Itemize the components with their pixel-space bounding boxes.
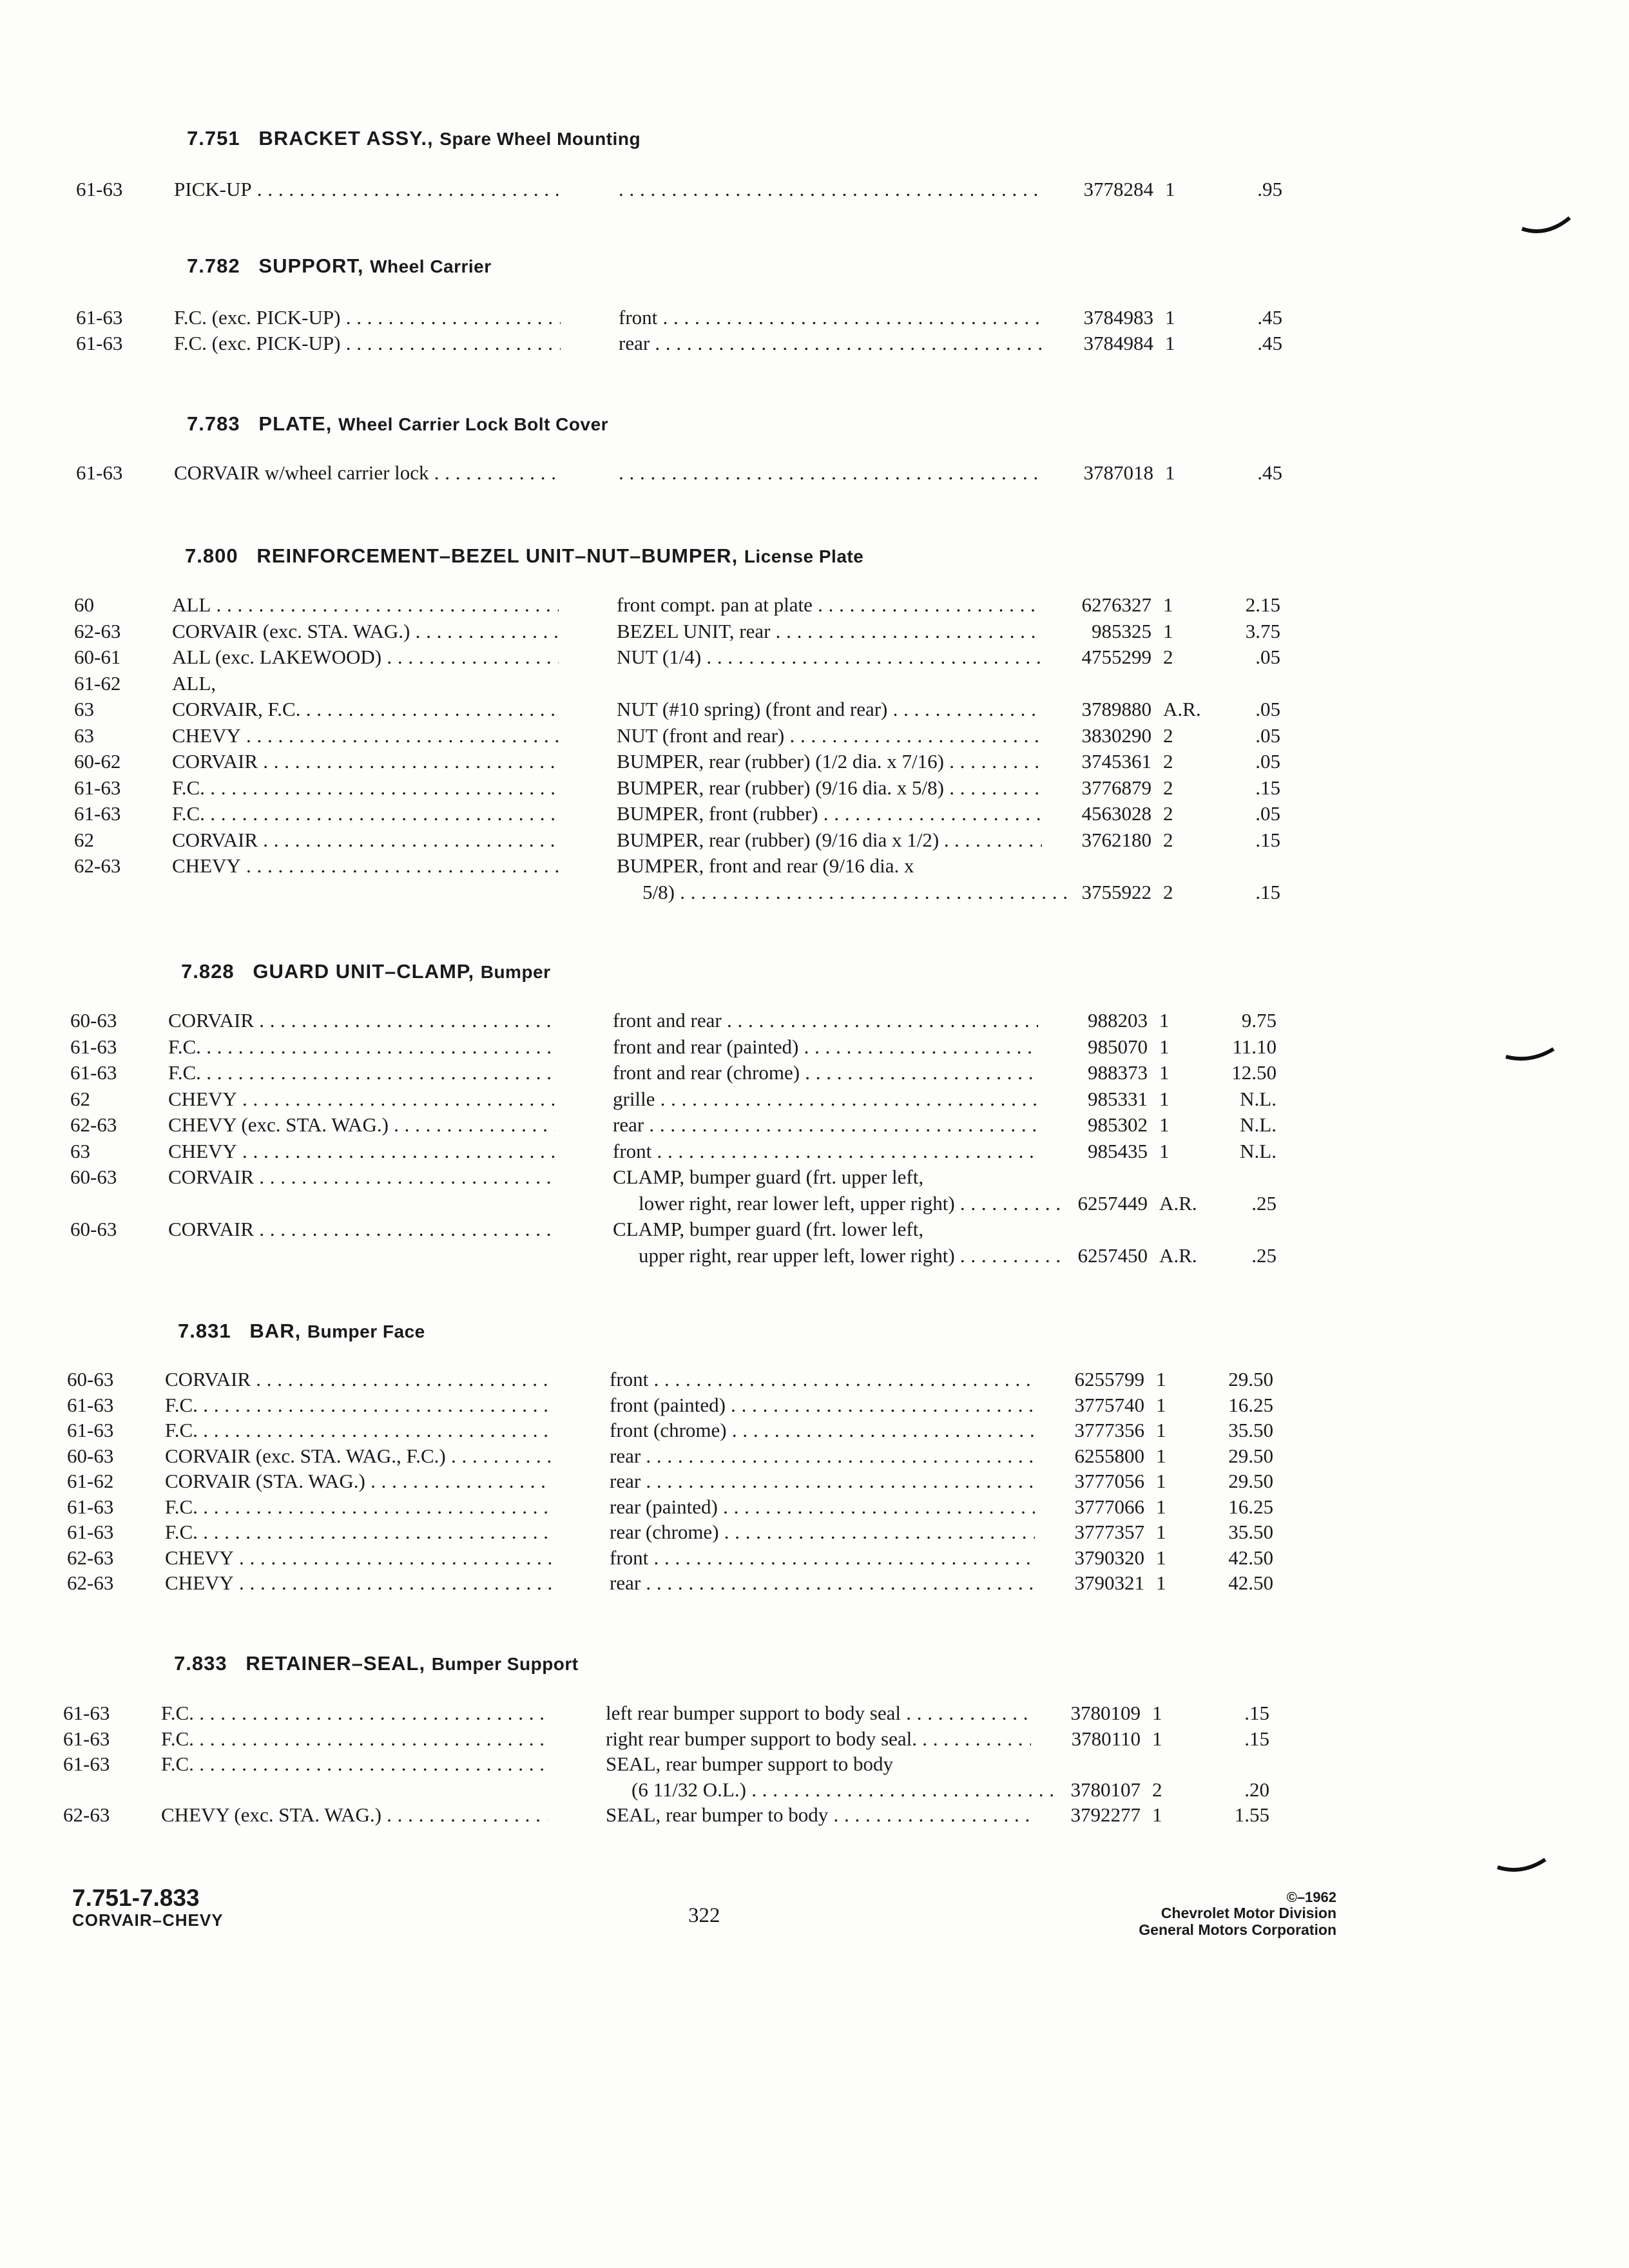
row-model: F.C. . . . bbox=[172, 802, 559, 826]
row-part-number: 4563028 bbox=[1081, 802, 1152, 825]
row-price: 29.50 bbox=[1228, 1368, 1273, 1390]
row-description: front compt. pan at plate . . . bbox=[617, 593, 1042, 617]
row-years: 62-63 bbox=[67, 1571, 114, 1594]
row-years: 63 bbox=[74, 698, 94, 720]
row-price: .15 bbox=[1255, 776, 1280, 799]
row-price: 3.75 bbox=[1245, 620, 1280, 642]
row-years: 62-63 bbox=[74, 620, 121, 642]
row-years: 60-63 bbox=[67, 1445, 114, 1467]
section-subtitle: Bumper Face bbox=[307, 1321, 425, 1341]
row-description: rear . . . bbox=[610, 1444, 1035, 1468]
row-price: N.L. bbox=[1240, 1113, 1277, 1136]
row-quantity: 2 bbox=[1163, 750, 1173, 773]
row-price: 16.25 bbox=[1228, 1394, 1273, 1416]
row-quantity: 1 bbox=[1156, 1495, 1166, 1518]
row-description: BUMPER, front and rear (9/16 dia. x bbox=[617, 854, 914, 877]
row-years: 63 bbox=[74, 724, 94, 747]
row-description: front (chrome) . . . bbox=[610, 1418, 1035, 1443]
section-subtitle: Spare Wheel Mounting bbox=[439, 129, 641, 149]
section-title: REINFORCEMENT–BEZEL UNIT–NUT–BUMPER, bbox=[256, 544, 738, 567]
row-model: F.C. (exc. PICK-UP) . . . bbox=[174, 331, 561, 356]
row-description: left rear bumper support to body seal . . . bbox=[606, 1701, 1031, 1725]
row-price: 42.50 bbox=[1228, 1546, 1273, 1569]
row-quantity: A.R. bbox=[1159, 1244, 1197, 1267]
row-model: CHEVY (exc. STA. WAG.) . . . bbox=[161, 1803, 548, 1827]
row-price: .05 bbox=[1255, 724, 1280, 747]
row-price: .05 bbox=[1255, 802, 1280, 825]
row-part-number: 985325 bbox=[1092, 620, 1152, 642]
row-quantity: 1 bbox=[1152, 1702, 1162, 1724]
row-price: .45 bbox=[1257, 332, 1282, 354]
row-model: F.C. . . . bbox=[161, 1727, 548, 1751]
row-quantity: 2 bbox=[1163, 724, 1173, 747]
row-price: 16.25 bbox=[1228, 1495, 1273, 1518]
row-model: CHEVY . . . bbox=[165, 1546, 552, 1570]
row-quantity: 1 bbox=[1165, 461, 1175, 484]
row-quantity: A.R. bbox=[1159, 1192, 1197, 1215]
row-price: .15 bbox=[1244, 1727, 1269, 1750]
row-model: ALL (exc. LAKEWOOD) . . . bbox=[172, 645, 559, 669]
row-part-number: 3777357 bbox=[1074, 1521, 1144, 1543]
row-years: 60-63 bbox=[67, 1368, 114, 1390]
row-part-number: 6257449 bbox=[1077, 1192, 1148, 1215]
row-part-number: 3775740 bbox=[1074, 1394, 1144, 1416]
row-price: 2.15 bbox=[1245, 593, 1280, 616]
row-model: CORVAIR . . . bbox=[165, 1367, 552, 1392]
row-model: CORVAIR . . . bbox=[168, 1217, 555, 1242]
row-part-number: 6276327 bbox=[1081, 593, 1152, 616]
row-years: 61-63 bbox=[76, 178, 123, 200]
row-description: SEAL, rear bumper to body . . . bbox=[606, 1803, 1031, 1827]
row-price: .05 bbox=[1255, 698, 1280, 720]
row-price: N.L. bbox=[1240, 1140, 1277, 1162]
row-years: 60-63 bbox=[70, 1218, 117, 1240]
row-quantity: 1 bbox=[1159, 1113, 1170, 1136]
row-quantity: 2 bbox=[1163, 881, 1173, 903]
row-years: 61-63 bbox=[74, 776, 121, 799]
row-description: front . . . bbox=[610, 1546, 1035, 1570]
row-model: F.C. . . . bbox=[161, 1701, 548, 1725]
row-description: NUT (1/4) . . . bbox=[617, 645, 1042, 669]
row-part-number: 3780109 bbox=[1070, 1702, 1141, 1724]
row-quantity: 2 bbox=[1152, 1778, 1162, 1801]
row-quantity: 1 bbox=[1159, 1009, 1170, 1032]
row-part-number: 985331 bbox=[1088, 1088, 1148, 1110]
row-years: 61-63 bbox=[74, 802, 121, 825]
row-description: lower right, rear lower left, upper right) . . . bbox=[639, 1191, 1064, 1216]
row-part-number: 6255800 bbox=[1074, 1445, 1144, 1467]
row-years: 61-63 bbox=[67, 1394, 114, 1416]
row-quantity: 1 bbox=[1159, 1061, 1170, 1084]
row-part-number: 3777066 bbox=[1074, 1495, 1144, 1518]
row-years: 61-63 bbox=[76, 332, 123, 354]
row-quantity: 1 bbox=[1156, 1445, 1166, 1467]
row-part-number: 985435 bbox=[1088, 1140, 1148, 1162]
section-title: BRACKET ASSY., bbox=[258, 127, 434, 149]
row-price: .25 bbox=[1251, 1244, 1277, 1267]
row-part-number: 3830290 bbox=[1081, 724, 1152, 747]
section-subtitle: Wheel Carrier Lock Bolt Cover bbox=[338, 414, 609, 434]
row-price: .15 bbox=[1244, 1702, 1269, 1724]
section-number: 7.783 bbox=[187, 412, 240, 435]
row-price: 9.75 bbox=[1241, 1009, 1277, 1032]
row-quantity: 2 bbox=[1163, 776, 1173, 799]
row-model: CHEVY . . . bbox=[165, 1571, 552, 1595]
row-price: 29.50 bbox=[1228, 1445, 1273, 1467]
row-part-number: 3745361 bbox=[1081, 750, 1152, 773]
row-years: 61-63 bbox=[67, 1495, 114, 1518]
row-part-number: 3777056 bbox=[1074, 1470, 1144, 1492]
row-description: front (painted) . . . bbox=[610, 1393, 1035, 1418]
row-model: CORVAIR . . . bbox=[168, 1165, 555, 1189]
row-quantity: 1 bbox=[1159, 1035, 1170, 1058]
row-price: .15 bbox=[1255, 881, 1280, 903]
section-number: 7.828 bbox=[181, 960, 235, 983]
row-part-number: 3780107 bbox=[1070, 1778, 1141, 1801]
row-description: front . . . bbox=[613, 1139, 1038, 1164]
row-model: CHEVY . . . bbox=[172, 854, 559, 878]
row-description: rear . . . bbox=[619, 331, 1044, 356]
row-model: F.C. . . . bbox=[165, 1520, 552, 1544]
row-model: F.C. . . . bbox=[165, 1393, 552, 1418]
row-description: rear . . . bbox=[613, 1113, 1038, 1137]
row-model: ALL, bbox=[172, 672, 217, 695]
row-quantity: 1 bbox=[1163, 593, 1173, 616]
row-part-number: 3790320 bbox=[1074, 1546, 1144, 1569]
row-description: 5/8) . . . bbox=[642, 880, 1068, 905]
punch-mark-bottom bbox=[1496, 1854, 1548, 1880]
row-part-number: 3784983 bbox=[1083, 306, 1153, 329]
row-model: CHEVY . . . bbox=[168, 1087, 555, 1111]
row-model: F.C. . . . bbox=[165, 1418, 552, 1443]
row-model: CORVAIR w/wheel carrier lock . . . bbox=[174, 461, 561, 485]
row-description: BUMPER, rear (rubber) (9/16 dia. x 5/8) . . . bbox=[617, 776, 1042, 800]
row-price: .95 bbox=[1257, 178, 1282, 200]
row-years: 62-63 bbox=[70, 1113, 117, 1136]
footer-line: CORVAIR–CHEVY bbox=[72, 1910, 224, 1930]
row-years: 60-63 bbox=[70, 1009, 117, 1032]
row-years: 63 bbox=[70, 1140, 90, 1162]
row-model: CHEVY . . . bbox=[168, 1139, 555, 1164]
row-part-number: 988203 bbox=[1088, 1009, 1148, 1032]
row-years: 61-63 bbox=[67, 1419, 114, 1441]
section-number: 7.833 bbox=[174, 1652, 227, 1675]
footer-copyright: ©–1962 bbox=[1286, 1889, 1336, 1905]
row-description: BUMPER, front (rubber) . . . bbox=[617, 802, 1042, 826]
row-price: 29.50 bbox=[1228, 1470, 1273, 1492]
row-quantity: 1 bbox=[1163, 620, 1173, 642]
row-years: 62 bbox=[70, 1088, 90, 1110]
row-model: F.C. . . . bbox=[168, 1035, 555, 1059]
row-price: N.L. bbox=[1240, 1088, 1277, 1110]
row-quantity: A.R. bbox=[1163, 698, 1201, 720]
row-part-number: 3789880 bbox=[1081, 698, 1152, 720]
row-years: 61-63 bbox=[76, 461, 123, 484]
row-quantity: 1 bbox=[1156, 1521, 1166, 1543]
row-description: rear . . . bbox=[610, 1571, 1035, 1595]
section-title: PLATE, bbox=[258, 412, 333, 435]
row-quantity: 1 bbox=[1165, 178, 1175, 200]
row-part-number: 3777356 bbox=[1074, 1419, 1144, 1441]
row-price: .20 bbox=[1244, 1778, 1269, 1801]
section-subtitle: Wheel Carrier bbox=[370, 256, 492, 276]
row-leader-dots bbox=[619, 177, 1044, 202]
row-years: 61-63 bbox=[63, 1727, 110, 1750]
row-price: .45 bbox=[1257, 306, 1282, 329]
section-number: 7.751 bbox=[187, 127, 240, 149]
row-years: 60-63 bbox=[70, 1166, 117, 1188]
row-quantity: 1 bbox=[1156, 1419, 1166, 1441]
row-description: CLAMP, bumper guard (frt. lower left, bbox=[613, 1218, 924, 1240]
row-quantity: 1 bbox=[1152, 1803, 1162, 1826]
row-description: NUT (front and rear) . . . bbox=[617, 724, 1042, 748]
row-quantity: 1 bbox=[1156, 1470, 1166, 1492]
section-header bbox=[181, 960, 551, 983]
row-price: .25 bbox=[1251, 1192, 1277, 1215]
section-title: GUARD UNIT–CLAMP, bbox=[253, 960, 475, 983]
row-price: 42.50 bbox=[1228, 1571, 1273, 1594]
footer-corporation: General Motors Corporation bbox=[1139, 1921, 1336, 1938]
row-years: 61-63 bbox=[63, 1753, 110, 1775]
section-header bbox=[187, 255, 492, 278]
row-part-number: 3787018 bbox=[1083, 461, 1153, 484]
row-description: SEAL, rear bumper support to body bbox=[606, 1753, 893, 1775]
row-quantity: 2 bbox=[1163, 829, 1173, 851]
row-price: .45 bbox=[1257, 461, 1282, 484]
row-price: .05 bbox=[1255, 750, 1280, 773]
row-years: 62-63 bbox=[67, 1546, 114, 1569]
row-quantity: 1 bbox=[1165, 306, 1175, 329]
row-model: CHEVY . . . bbox=[172, 724, 559, 748]
row-years: 62 bbox=[74, 829, 94, 851]
row-description: upper right, rear upper left, lower right) . . . bbox=[639, 1244, 1064, 1268]
section-subtitle: Bumper Support bbox=[431, 1654, 579, 1674]
row-part-number: 3762180 bbox=[1081, 829, 1152, 851]
row-description: BEZEL UNIT, rear . . . bbox=[617, 619, 1042, 644]
row-model: ALL . . . bbox=[172, 593, 559, 617]
row-description: grille . . . bbox=[613, 1087, 1038, 1111]
row-part-number: 3780110 bbox=[1071, 1727, 1141, 1750]
row-part-number: 6255799 bbox=[1074, 1368, 1144, 1390]
row-part-number: 3776879 bbox=[1081, 776, 1152, 799]
row-model: F.C. . . . bbox=[161, 1752, 548, 1776]
row-model: F.C. . . . bbox=[168, 1061, 555, 1085]
row-description: front and rear . . . bbox=[613, 1008, 1038, 1033]
row-quantity: 1 bbox=[1152, 1727, 1162, 1750]
row-leader-dots bbox=[619, 461, 1044, 485]
section-header bbox=[187, 412, 608, 436]
punch-mark-middle bbox=[1505, 1044, 1556, 1070]
row-part-number: 4755299 bbox=[1081, 646, 1152, 668]
section-subtitle: Bumper bbox=[480, 962, 551, 982]
row-part-number: 3784984 bbox=[1083, 332, 1153, 354]
row-quantity: 2 bbox=[1163, 646, 1173, 668]
row-quantity: 1 bbox=[1156, 1546, 1166, 1569]
row-years: 61-63 bbox=[76, 306, 123, 329]
row-model: CORVAIR, F.C. . . . bbox=[172, 697, 559, 722]
row-years: 60 bbox=[74, 593, 94, 616]
section-title: BAR, bbox=[249, 1320, 302, 1342]
section-header bbox=[187, 127, 641, 150]
row-description: front and rear (chrome) . . . bbox=[613, 1061, 1038, 1085]
row-description: BUMPER, rear (rubber) (1/2 dia. x 7/16) . . . bbox=[617, 749, 1042, 774]
row-description: rear (painted) . . . bbox=[610, 1495, 1035, 1519]
row-years: 61-63 bbox=[67, 1521, 114, 1543]
row-price: .05 bbox=[1255, 646, 1280, 668]
row-years: 60-62 bbox=[74, 750, 121, 773]
row-quantity: 1 bbox=[1156, 1394, 1166, 1416]
row-price: .15 bbox=[1255, 829, 1280, 851]
section-header bbox=[185, 544, 863, 568]
row-description: right rear bumper support to body seal. . . . bbox=[606, 1727, 1031, 1751]
footer-range: 7.751-7.833 bbox=[72, 1885, 200, 1911]
section-title: RETAINER–SEAL, bbox=[246, 1652, 426, 1675]
row-description: CLAMP, bumper guard (frt. upper left, bbox=[613, 1166, 924, 1188]
row-years: 61-63 bbox=[70, 1035, 117, 1058]
row-price: 1.55 bbox=[1234, 1803, 1269, 1826]
row-model: F.C. . . . bbox=[165, 1495, 552, 1519]
section-number: 7.782 bbox=[187, 255, 240, 277]
section-header bbox=[178, 1320, 425, 1343]
row-model: CORVAIR (exc. STA. WAG.) . . . bbox=[172, 619, 559, 644]
row-description: NUT (#10 spring) (front and rear) . . . bbox=[617, 697, 1042, 722]
row-quantity: 1 bbox=[1159, 1088, 1170, 1110]
row-description: front and rear (painted) . . . bbox=[613, 1035, 1038, 1059]
row-years: 61-63 bbox=[70, 1061, 117, 1084]
row-price: 12.50 bbox=[1231, 1061, 1277, 1084]
row-years: 61-62 bbox=[67, 1470, 114, 1492]
row-model: CHEVY (exc. STA. WAG.) . . . bbox=[168, 1113, 555, 1137]
row-model: CORVAIR . . . bbox=[172, 749, 559, 774]
row-description: front . . . bbox=[619, 305, 1044, 330]
row-years: 62-63 bbox=[63, 1803, 110, 1826]
row-model: CORVAIR (exc. STA. WAG., F.C.) . . . bbox=[165, 1444, 552, 1468]
row-years: 61-63 bbox=[63, 1702, 110, 1724]
row-part-number: 985070 bbox=[1088, 1035, 1148, 1058]
row-price: 11.10 bbox=[1232, 1035, 1277, 1058]
row-description: rear (chrome) . . . bbox=[610, 1520, 1035, 1544]
row-price: 35.50 bbox=[1228, 1521, 1273, 1543]
row-years: 61-62 bbox=[74, 672, 121, 695]
section-title: SUPPORT, bbox=[258, 255, 364, 277]
section-subtitle: License Plate bbox=[744, 546, 864, 566]
row-part-number: 3755922 bbox=[1081, 881, 1152, 903]
row-model: CORVAIR (STA. WAG.) . . . bbox=[165, 1469, 552, 1494]
page-number: 322 bbox=[688, 1904, 720, 1927]
section-number: 7.831 bbox=[178, 1320, 231, 1342]
row-model: F.C. (exc. PICK-UP) . . . bbox=[174, 305, 561, 330]
punch-mark-top bbox=[1521, 213, 1572, 238]
row-quantity: 1 bbox=[1165, 332, 1175, 354]
row-description: rear . . . bbox=[610, 1469, 1035, 1494]
row-price: 35.50 bbox=[1228, 1419, 1273, 1441]
row-part-number: 988373 bbox=[1088, 1061, 1148, 1084]
row-part-number: 3790321 bbox=[1074, 1571, 1144, 1594]
row-years: 60-61 bbox=[74, 646, 121, 668]
row-quantity: 1 bbox=[1156, 1368, 1166, 1390]
row-years: 62-63 bbox=[74, 854, 121, 877]
row-model: CORVAIR . . . bbox=[168, 1008, 555, 1033]
row-part-number: 985302 bbox=[1088, 1113, 1148, 1136]
row-quantity: 1 bbox=[1156, 1571, 1166, 1594]
row-quantity: 2 bbox=[1163, 802, 1173, 825]
section-number: 7.800 bbox=[185, 544, 238, 567]
row-description: (6 11/32 O.L.) . . . bbox=[631, 1778, 1057, 1802]
row-model: F.C. . . . bbox=[172, 776, 559, 800]
row-model: CORVAIR . . . bbox=[172, 828, 559, 852]
row-model: PICK-UP . . . bbox=[174, 177, 561, 202]
row-description: BUMPER, rear (rubber) (9/16 dia x 1/2) . . . . bbox=[617, 828, 1042, 852]
row-part-number: 6257450 bbox=[1077, 1244, 1148, 1267]
section-header bbox=[174, 1652, 579, 1675]
row-part-number: 3792277 bbox=[1070, 1803, 1141, 1826]
row-description: front . . . bbox=[610, 1367, 1035, 1392]
row-part-number: 3778284 bbox=[1083, 178, 1153, 200]
row-quantity: 1 bbox=[1159, 1140, 1170, 1162]
footer-division: Chevrolet Motor Division bbox=[1161, 1905, 1336, 1921]
